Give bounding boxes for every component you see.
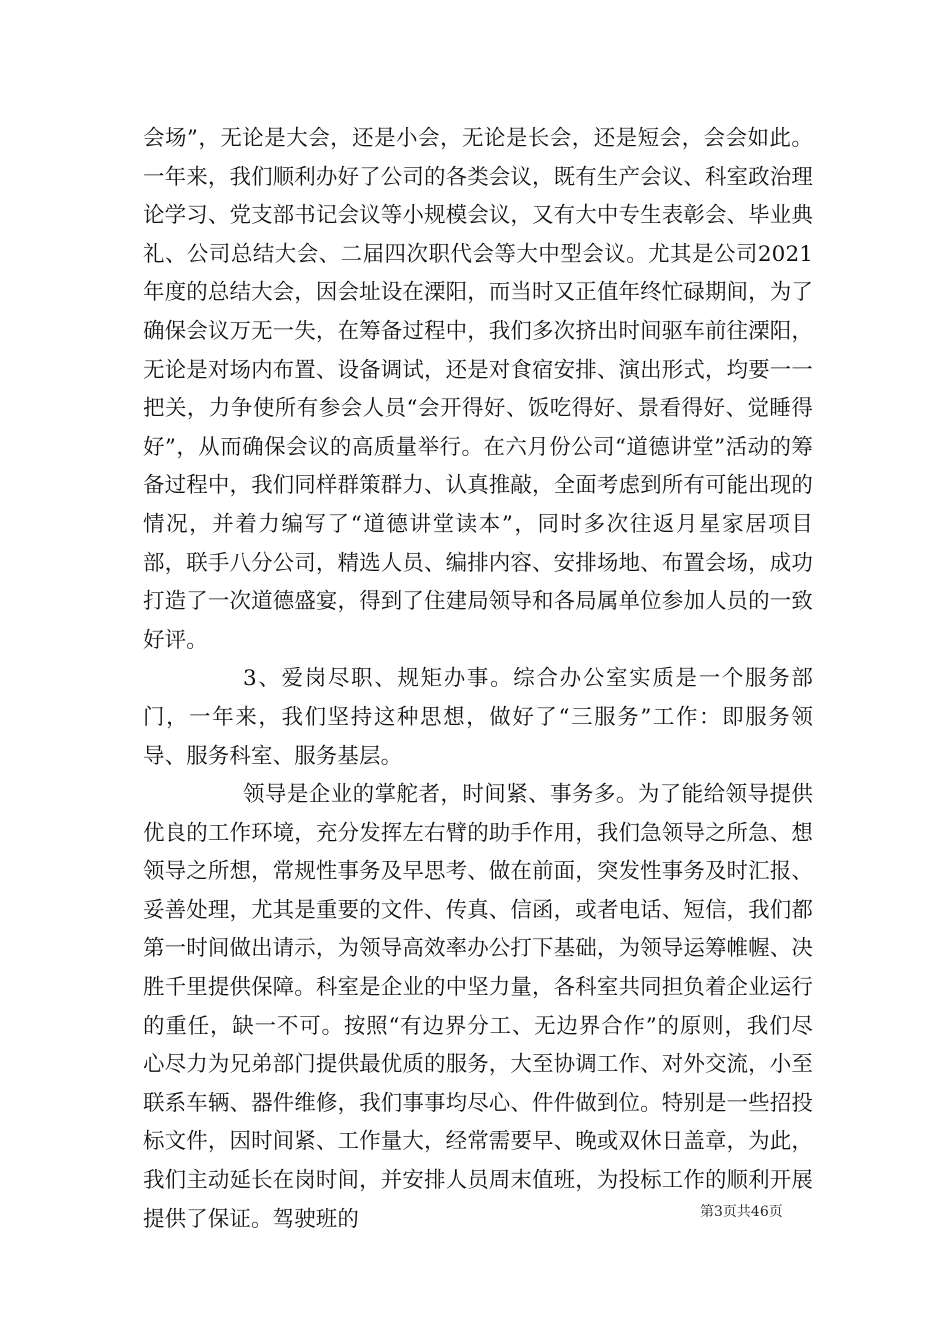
page-number-footer: 第3页共46页 xyxy=(700,1204,783,1220)
paragraph-meetings: 会场”，无论是大会，还是小会，无论是长会，还是短会，会会如此。一年来，我们顺利办好了公司的各类会议，既有生产会议、科室政治理论学习、党支部书记会议等小规模会议，又有大中专生表彰会、毕业典礼、公司总结大会、二届四次职代会等大中型会议。尤其是公司2021年度的总结大会，因会址设在溧阳，而当时又正值年终忙碌期间，为了确保会议万无一失，在筹备过程中，我们多次挤出时间驱车前往溧阳，无论是对场内布置、设备调试，还是对食宿安排、演出形式，均要一一把关，力争使所有参会人员“会开得好、饭吃得好、景看得好、觉睡得好”，从而确保会议的高质量举行。在六月份公司“道德讲堂”活动的筹备过程中，我们同样群策群力、认真推敲，全面考虑到所有可能出现的情况，并着力编写了“道德讲堂读本”，同时多次往返月星家居项目部，联手八分公司，精选人员、编排内容、安排场地、布置会场，成功打造了一次道德盛宴，得到了住建局领导和各局属单位参加人员的一致好评。 xyxy=(143,126,813,653)
document-body xyxy=(143,120,813,1239)
paragraph-serve-leaders: 领导是企业的掌舵者，时间紧、事务多。为了能给领导提供优良的工作环境，充分发挥左右臂的助手作用，我们急领导之所急、想领导之所想，常规性事务及早思考、做在前面，突发性事务及时汇报、妥善处理，尤其是重要的文件、传真、信函，或者电话、短信，我们都第一时间做出请示，为领导高效率办公打下基础，为领导运筹帷幄、决胜千里提供保障。科室是企业的中坚力量，各科室共同担负着企业运行的重任，缺一不可。按照“有边界分工、无边界合作”的原则，我们尽心尽力为兄弟部门提供最优质的服务，大至协调工作、对外交流，小至联系车辆、器件维修，我们事事均尽心、件件做到位。特别是一些招投标文件，因时间紧、工作量大，经常需要早、晚或双休日盖章，为此，我们主动延长在岗时间，并安排人员周末值班，为投标工作的顺利开展提供了保证。驾驶班的 xyxy=(143,782,813,1232)
paragraph-service-principle: 3、爱岗尽职、规矩办事。综合办公室实质是一个服务部门，一年来，我们坚持这种思想，做好了“三服务”工作：即服务领导、服务科室、服务基层。 xyxy=(143,666,813,769)
